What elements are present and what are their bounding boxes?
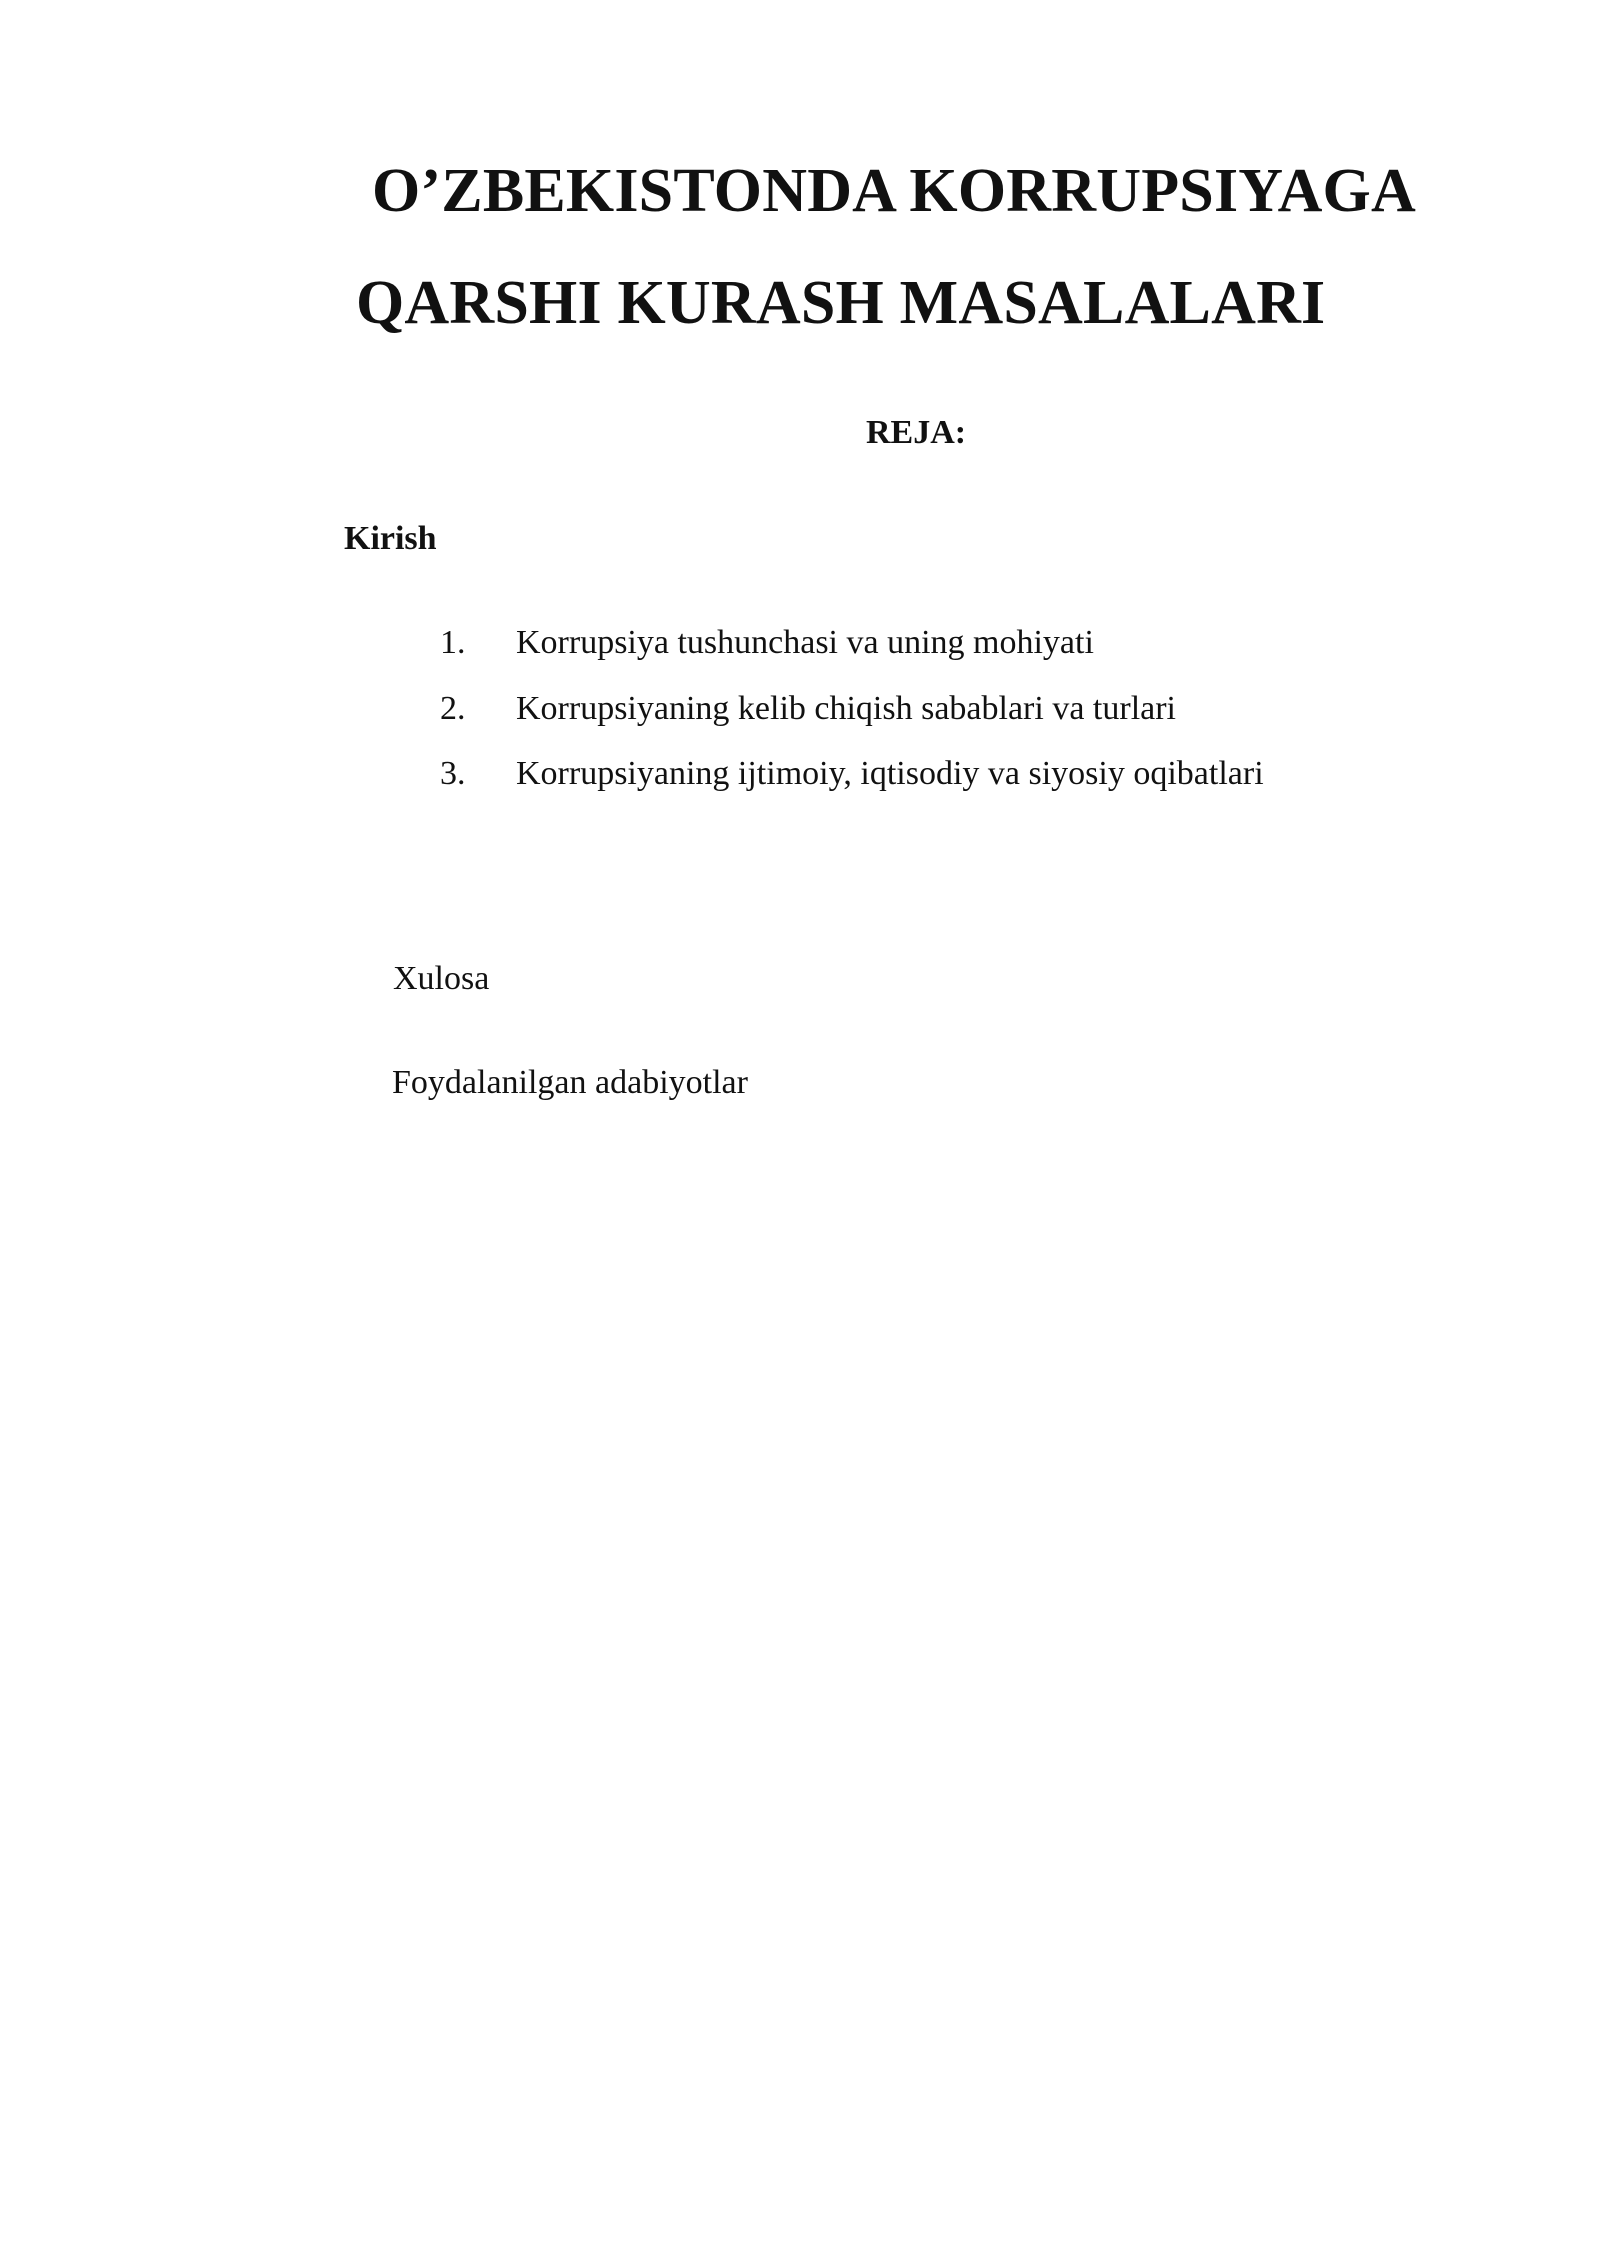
intro-section-label: Kirish (344, 520, 437, 557)
plan-item-text: Korrupsiya tushunchasi va uning mohiyati (516, 624, 1094, 661)
plan-item-number: 2. (440, 690, 466, 727)
plan-item-number: 1. (440, 624, 466, 661)
plan-item-text: Korrupsiyaning ijtimoiy, iqtisodiy va siyosiy oqibatlari (516, 755, 1264, 792)
plan-item-text: Korrupsiyaning kelib chiqish sabablari va turlari (516, 690, 1176, 727)
document-title-line-2: QARSHI KURASH MASALALARI (356, 269, 1326, 337)
conclusion-section-label: Xulosa (393, 960, 490, 997)
plan-heading: REJA: (866, 414, 967, 451)
references-section-label: Foydalanilgan adabiyotlar (392, 1064, 748, 1101)
document-title-line-1: O’ZBEKISTONDA KORRUPSIYAGA (372, 157, 1416, 225)
plan-item-number: 3. (440, 755, 466, 792)
